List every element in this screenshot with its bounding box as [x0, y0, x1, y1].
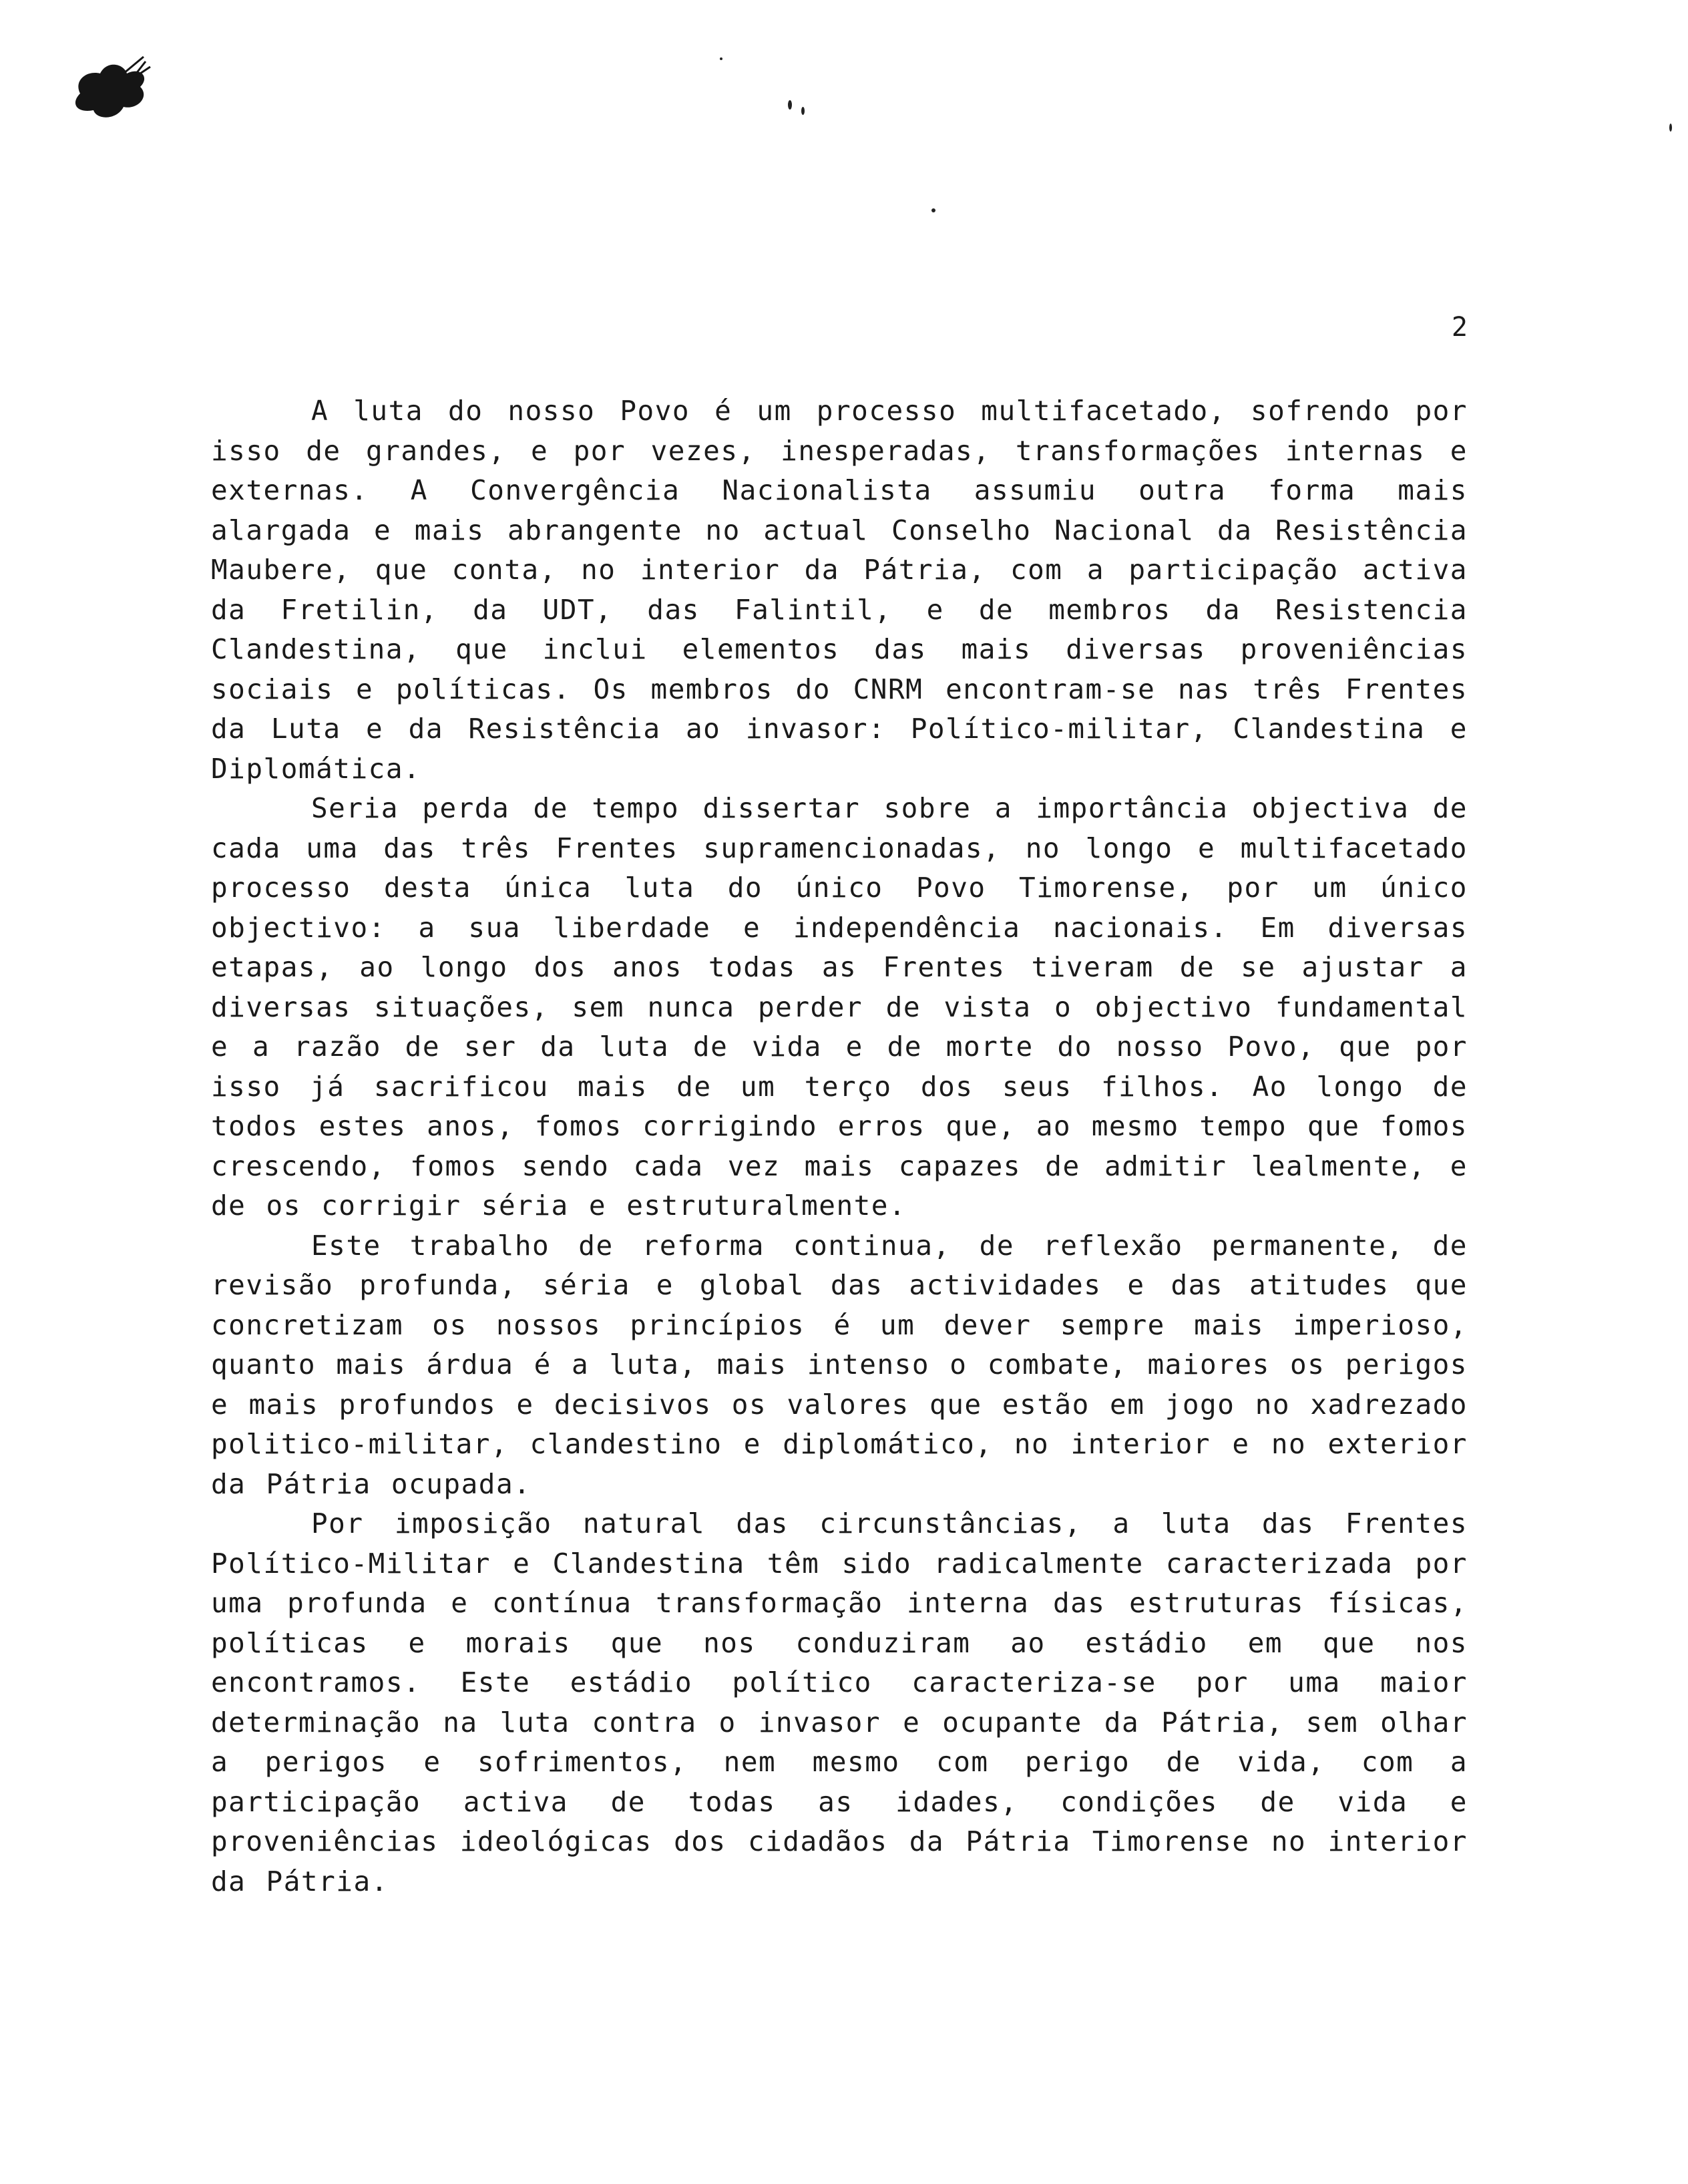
paragraph: Por imposição natural das circunstâncias, a luta das Frentes Político-Militar e Clandestina têm sido radicalmente caracterizada por uma profunda e contínua transformação interna das estruturas físicas, políticas e morais que nos conduziram ao estádio em que nos encontramos. Este estádio político caracteriza-se por uma maior determinação na luta contra o invasor e ocupante da Pátria, sem olhar a perigos e sofrimentos, nem mesmo com perigo de vida, com a participação activa de todas as idades, condições de vida e proveniências ideológicas dos cidadãos da Pátria Timorense no interior da Pátria. [211, 1507, 1468, 1897]
scan-speck [801, 107, 805, 115]
document-body [211, 391, 1468, 1901]
scan-speck [788, 100, 792, 110]
paragraph: Seria perda de tempo dissertar sobre a importância objectiva de cada uma das três Frentes supramencionadas, no longo e multifacetado processo desta única luta do único Povo Timorense, por um único objectivo: a sua liberdade e independência nacionais. Em diversas etapas, ao longo dos anos todas as Frentes tiveram de se ajustar a diversas situações, sem nunca perder de vista o objectivo fundamental e a razão de ser da luta de vida e de morte do nosso Povo, que por isso já sacrificou mais de um terço dos seus filhos. Ao longo de todos estes anos, fomos corrigindo erros que, ao mesmo tempo que fomos crescendo, fomos sendo cada vez mais capazes de admitir lealmente, e de os corrigir séria e estruturalmente. [211, 792, 1468, 1222]
scan-speck [720, 57, 722, 60]
page-number: 2 [1451, 312, 1468, 343]
ink-smudge-mark [67, 53, 154, 127]
paragraph: Este trabalho de reforma continua, de reflexão permanente, de revisão profunda, séria e global das actividades e das atitudes que concretizam os nossos princípios é um dever sempre mais imperioso, quanto mais árdua é a luta, mais intenso o combate, maiores os perigos e mais profundos e decisivos os valores que estão em jogo no xadrezado politico-militar, clandestino e diplomático, no interior e no exterior da Pátria ocupada. [211, 1229, 1468, 1500]
scan-speck [1669, 124, 1672, 132]
scan-speck [931, 208, 935, 212]
paragraph: A luta do nosso Povo é um processo multifacetado, sofrendo por isso de grandes, e por vezes, inesperadas, transformações internas e externas. A Convergência Nacionalista assumiu outra forma mais alargada e mais abrangente no actual Conselho Nacional da Resistência Maubere, que conta, no interior da Pátria, com a participação activa da Fretilin, da UDT, das Falintil, e de membros da Resistencia Clandestina, que inclui elementos das mais diversas proveniências sociais e políticas. Os membros do CNRM encontram-se nas três Frentes da Luta e da Resistência ao invasor: Político-militar, Clandestina e Diplomática. [211, 395, 1468, 785]
